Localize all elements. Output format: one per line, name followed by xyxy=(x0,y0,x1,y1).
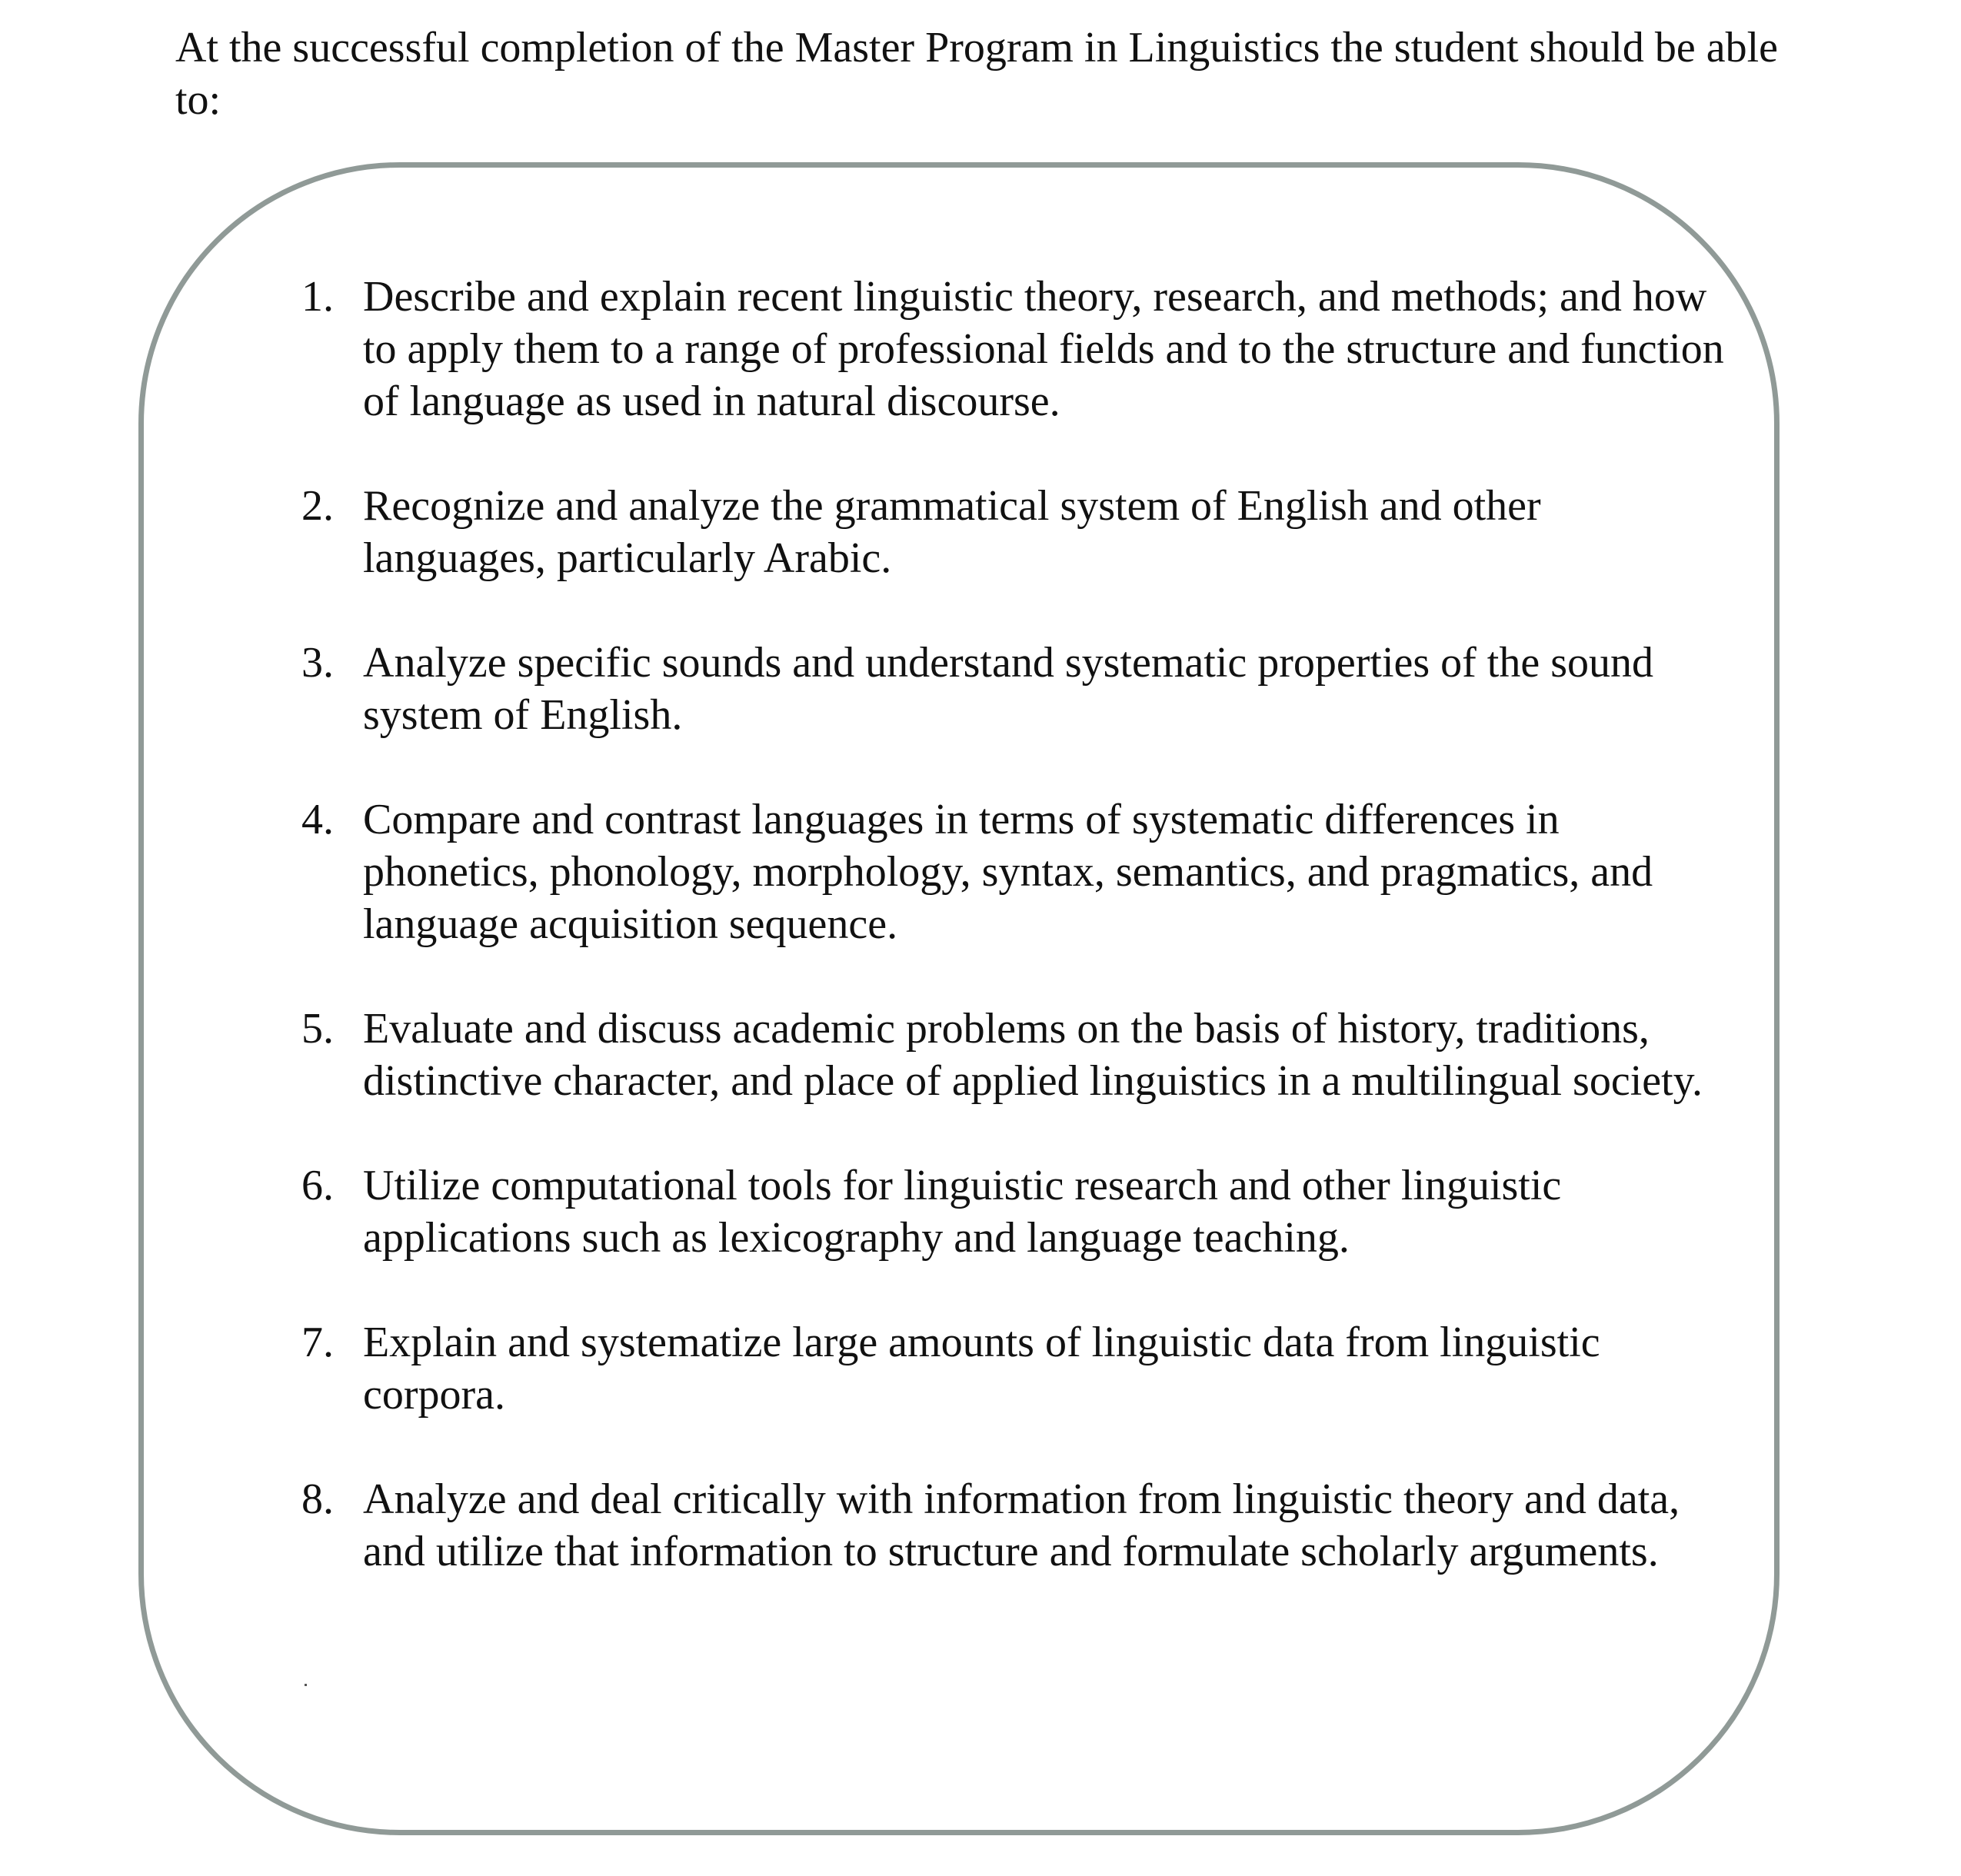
outcome-item-2 xyxy=(301,480,1724,584)
outcome-text: Utilize computational tools for linguistic research and other linguistic applications such as lexicography and language teaching. xyxy=(363,1162,1562,1262)
outcome-number: 3. xyxy=(301,639,334,687)
outcome-number: 4. xyxy=(301,796,334,843)
outcome-item-6 xyxy=(301,1159,1724,1264)
outcome-number: 7. xyxy=(301,1319,334,1366)
outcome-text: Explain and systematize large amounts of linguistic data from linguistic corpora. xyxy=(363,1319,1600,1419)
outcome-text: Analyze and deal critically with information from linguistic theory and data, and utilize that information to structure and formulate scholarly arguments. xyxy=(363,1475,1680,1575)
outcome-number: 8. xyxy=(301,1475,334,1523)
intro-paragraph: At the successful completion of the Master Program in Linguistics the student should be able to: xyxy=(175,24,1779,124)
outcome-item-4 xyxy=(301,793,1724,950)
outcomes-list xyxy=(301,271,1724,1630)
outcome-text: Analyze specific sounds and understand systematic properties of the sound system of English. xyxy=(363,639,1654,739)
outcome-text: Recognize and analyze the grammatical system of English and other languages, particularly Arabic. xyxy=(363,482,1541,582)
outcome-number: 1. xyxy=(301,273,334,321)
outcome-item-1 xyxy=(301,271,1724,427)
outcome-text: Describe and explain recent linguistic theory, research, and methods; and how to apply them to a range of professional fields and to the structure and function of language as used in natural discourse. xyxy=(363,273,1724,425)
outcome-text: Evaluate and discuss academic problems on the basis of history, traditions, distinctive character, and place of applied linguistics in a multilingual society. xyxy=(363,1005,1703,1105)
outcome-number: 2. xyxy=(301,482,334,530)
outcome-item-5 xyxy=(301,1003,1724,1107)
outcome-item-8 xyxy=(301,1473,1724,1578)
outcome-text: Compare and contrast languages in terms of systematic differences in phonetics, phonology, morphology, syntax, semantics, and pragmatics, and language acquisition sequence. xyxy=(363,796,1653,948)
outcome-item-7 xyxy=(301,1316,1724,1421)
outcome-item-3 xyxy=(301,637,1724,741)
outcome-number: 5. xyxy=(301,1005,334,1053)
stray-mark xyxy=(305,1684,307,1686)
outcome-number: 6. xyxy=(301,1162,334,1209)
